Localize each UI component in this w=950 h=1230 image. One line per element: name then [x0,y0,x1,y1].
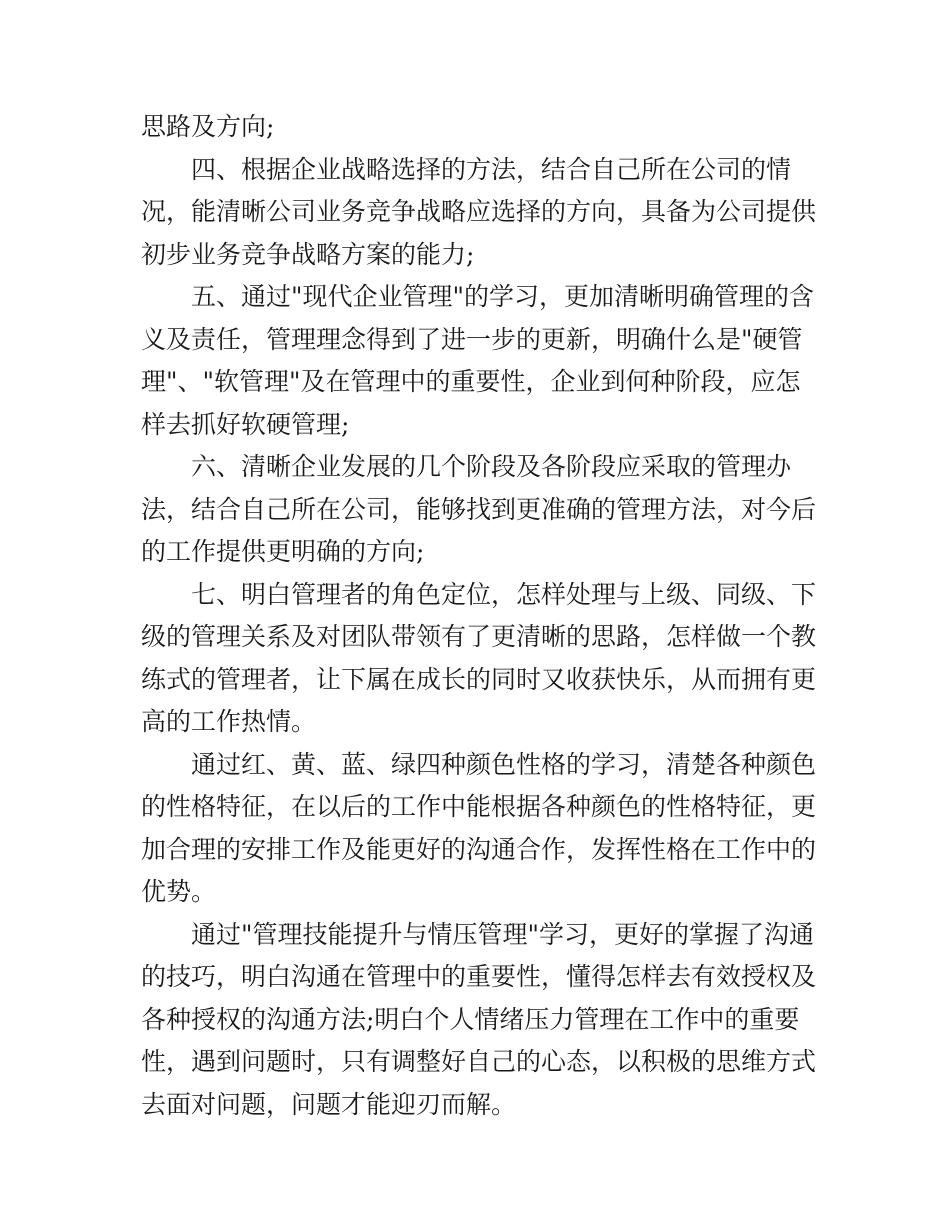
paragraph [141,276,821,446]
text-line: 四、根据企业战略选择的方法，结合自己所在公司的情 [191,154,792,184]
text-line: 样去抓好软硬管理; [141,409,350,439]
text-line: 五、通过"现代企业管理"的学习，更加清晰明确管理的含 [191,282,815,311]
text-line: 义及责任，管理理念得到了进一步的更新，明确什么是"硬管 [141,324,803,354]
text-line: 性，遇到问题时，只有调整好自己的心态，以积极的思维方式 [141,1047,817,1076]
paragraph [141,744,821,914]
paragraph [141,446,821,574]
text-line: 级的管理关系及对团队带领有了更清晰的思路，怎样做一个教 [141,622,817,651]
paragraph [141,149,821,277]
text-line: 七、明白管理者的角色定位，怎样处理与上级、同级、下 [191,579,817,609]
text-line: 的技巧，明白沟通在管理中的重要性，懂得怎样去有效授权及 [141,962,817,991]
text-line: 各种授权的沟通方法;明白个人情绪压力管理在工作中的重要 [141,1004,800,1034]
text-line: 法，结合自己所在公司，能够找到更准确的管理方法，对今后 [141,494,817,524]
text-line: 思路及方向; [141,112,275,141]
text-line: 高的工作热情。 [141,707,317,736]
text-line: 加合理的安排工作及能更好的沟通合作，发挥性格在工作中的 [141,834,817,864]
text-line: 去面对问题，问题才能迎刃而解。 [141,1089,517,1119]
text-line: 理"、"软管理"及在管理中的重要性，企业到何种阶段，应怎 [141,367,801,396]
text-line: 的性格特征，在以后的工作中能根据各种颜色的性格特征，更 [141,792,817,821]
paragraph [141,574,821,744]
text-line: 况，能清晰公司业务竞争战略应选择的方向，具备为公司提供 [141,197,817,226]
text-line: 通过红、黄、蓝、绿四种颜色性格的学习，清楚各种颜色 [191,749,817,779]
paragraph [141,106,821,149]
document-body [141,106,821,1126]
text-line: 六、清晰企业发展的几个阶段及各阶段应采取的管理办 [191,452,792,481]
paragraph [141,914,821,1127]
text-line: 初步业务竞争战略方案的能力; [141,239,475,269]
text-line: 的工作提供更明确的方向; [141,537,425,566]
text-line: 通过"管理技能提升与情压管理"学习，更好的掌握了沟通 [191,919,815,949]
text-line: 优势。 [141,877,217,906]
text-line: 练式的管理者，让下属在成长的同时又收获快乐，从而拥有更 [141,664,817,694]
